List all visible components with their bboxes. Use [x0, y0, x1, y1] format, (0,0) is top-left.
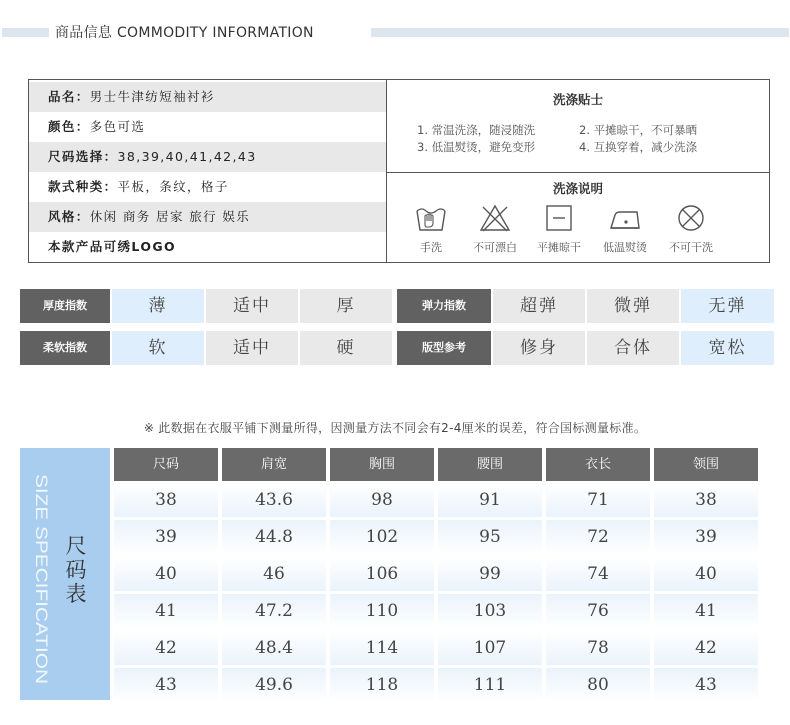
table-header-cell: 肩宽 — [222, 448, 326, 481]
elasticity-option: 微弹 — [587, 289, 679, 323]
section-title: 商品信息 COMMODITY INFORMATION — [55, 25, 314, 41]
care-item — [593, 203, 657, 255]
care-label: 不可漂白 — [473, 241, 517, 254]
thickness-option: 薄 — [112, 289, 204, 323]
table-cell: 102 — [330, 520, 434, 554]
table-cell: 42 — [654, 631, 758, 665]
table-cell: 99 — [438, 557, 542, 591]
table-cell: 91 — [438, 483, 542, 517]
fit-option: 修身 — [493, 331, 585, 365]
fit-option: 宽松 — [681, 331, 774, 365]
thickness-option: 厚 — [300, 289, 392, 323]
hand-wash-icon — [399, 203, 463, 233]
care-item — [399, 203, 463, 255]
info-row-occasion: 风格：休闲 商务 居家 旅行 娱乐 — [29, 202, 386, 232]
info-row-color: 颜色：多色可选 — [48, 119, 146, 134]
table-cell: 118 — [330, 668, 434, 702]
table-cell: 72 — [546, 520, 650, 554]
care-item — [527, 203, 591, 255]
wash-tip: 4. 互换穿着，减少洗涤 — [579, 140, 698, 154]
wash-tip: 1. 常温洗涤，随浸随洗 — [417, 123, 536, 137]
index-row-thickness-elasticity — [20, 289, 774, 323]
info-row-name: 品名：男士牛津纺短袖衬衫 — [29, 82, 386, 112]
table-cell: 40 — [114, 557, 218, 591]
care-label: 手洗 — [420, 241, 442, 254]
table-cell: 44.8 — [222, 520, 326, 554]
table-cell: 110 — [330, 594, 434, 628]
table-cell: 111 — [438, 668, 542, 702]
table-cell: 103 — [438, 594, 542, 628]
table-header-cell: 衣长 — [546, 448, 650, 481]
table-header-cell: 胸围 — [330, 448, 434, 481]
care-label: 低温熨烫 — [603, 241, 647, 254]
header-bar-right — [371, 28, 789, 37]
care-label: 不可干洗 — [669, 241, 713, 254]
size-table-title: 尺码表 — [65, 534, 87, 606]
info-row-logo: 本款产品可绣LOGO — [48, 239, 177, 254]
table-cell: 106 — [330, 557, 434, 591]
table-cell: 41 — [114, 594, 218, 628]
table-cell: 78 — [546, 631, 650, 665]
thickness-index-label: 厚度指数 — [20, 289, 110, 323]
softness-index-label: 柔软指数 — [20, 331, 110, 365]
table-cell: 95 — [438, 520, 542, 554]
wash-tip: 3. 低温熨烫，避免变形 — [417, 140, 536, 154]
thickness-option: 适中 — [206, 289, 298, 323]
care-item — [463, 203, 527, 255]
measurement-note: ※ 此数据在衣服平铺下测量所得，因测量方法不同会有2-4厘米的误差，符合国标测量标准。 — [143, 421, 647, 435]
table-cell: 46 — [222, 557, 326, 591]
table-cell: 40 — [654, 557, 758, 591]
product-attributes — [29, 80, 387, 262]
table-header-cell: 领围 — [654, 448, 758, 481]
table-cell: 71 — [546, 483, 650, 517]
wash-guide — [387, 173, 769, 262]
table-cell: 39 — [654, 520, 758, 554]
size-specification-vertical-text — [30, 474, 56, 684]
wash-tips — [387, 80, 769, 173]
info-row-size: 尺码选择：38,39,40,41,42,43 — [29, 142, 386, 172]
table-cell: 47.2 — [222, 594, 326, 628]
table-cell: 48.4 — [222, 631, 326, 665]
table-header-cell: 尺码 — [114, 448, 218, 481]
table-header-cell: 腰围 — [438, 448, 542, 481]
table-cell: 43 — [114, 668, 218, 702]
dry-flat-icon — [527, 203, 591, 233]
index-row-softness-fit — [20, 331, 774, 365]
table-cell: 49.6 — [222, 668, 326, 702]
table-cell: 43 — [654, 668, 758, 702]
svg-text:SIZE SPECIFICATION: SIZE SPECIFICATION — [32, 474, 51, 646]
wash-tips-title: 洗涤贴士 — [552, 92, 603, 107]
wash-guide-title: 洗涤说明 — [552, 181, 603, 196]
size-table-sidebar — [20, 448, 110, 700]
table-cell: 80 — [546, 668, 650, 702]
table-cell: 43.6 — [222, 483, 326, 517]
table-cell: 76 — [546, 594, 650, 628]
info-row-style: 款式种类：平板，条纹，格子 — [48, 179, 229, 194]
table-cell: 42 — [114, 631, 218, 665]
softness-option: 适中 — [206, 331, 298, 365]
table-cell: 74 — [546, 557, 650, 591]
no-dry-clean-icon — [659, 203, 723, 233]
care-label: 平摊晾干 — [537, 241, 581, 254]
header-bar-left — [2, 28, 49, 37]
table-cell: 39 — [114, 520, 218, 554]
care-item — [659, 203, 723, 255]
softness-option: 硬 — [300, 331, 392, 365]
table-cell: 38 — [654, 483, 758, 517]
low-iron-icon — [593, 203, 657, 233]
elasticity-index-label: 弹力指数 — [397, 289, 491, 323]
table-cell: 114 — [330, 631, 434, 665]
table-cell: 107 — [438, 631, 542, 665]
elasticity-option: 无弹 — [681, 289, 774, 323]
fit-reference-label: 版型参考 — [397, 331, 491, 365]
table-cell: 41 — [654, 594, 758, 628]
elasticity-option: 超弹 — [493, 289, 585, 323]
table-cell: 98 — [330, 483, 434, 517]
fit-option: 合体 — [587, 331, 679, 365]
no-bleach-icon — [463, 203, 527, 233]
wash-tip: 2. 平摊晾干，不可暴晒 — [579, 123, 698, 137]
table-cell: 38 — [114, 483, 218, 517]
product-info-box — [28, 79, 770, 263]
softness-option: 软 — [112, 331, 204, 365]
